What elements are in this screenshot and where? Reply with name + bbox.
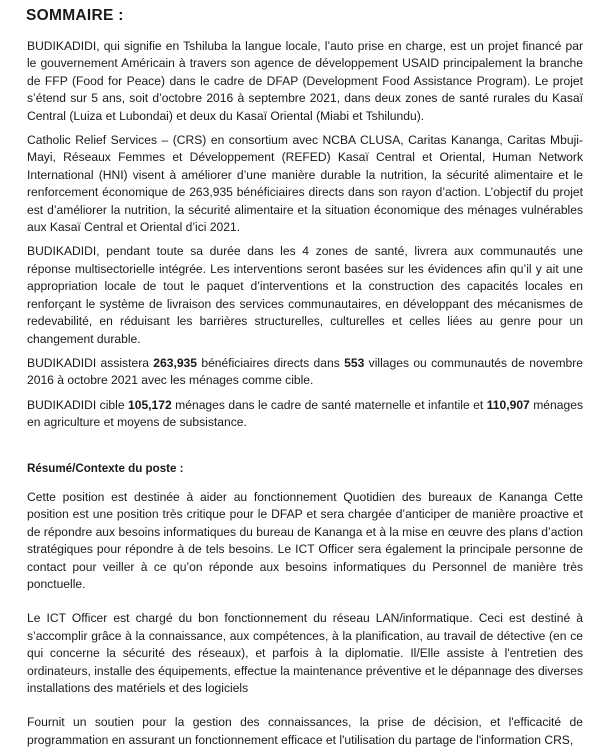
p4-text-a: BUDIKADIDI assistera <box>27 355 154 370</box>
p5-text-a: BUDIKADIDI cible <box>27 397 128 412</box>
summary-paragraph-1: BUDIKADIDI, qui signifie en Tshiluba la langue locale, l’auto prise en charge, est un projet financé par le gouvernement Américain à travers son agence de développement USAID principalement la branche de FFP (Food for Peace) dans le cadre de DFAP (Development Food Assistance Program). Le projet s’étend sur 5 ans, soit d’octobre 2016 à septembre 2021, dans deux zones de santé rurales du Kasaï Central (Luiza et Lubondai) et deux du Kasaï Oriental (Miabi et Tshilundu). <box>27 39 583 123</box>
p4-text-e: villages ou communautés de novembre 2016 à octobre 2021 avec les ménages comme cible. <box>27 355 583 388</box>
agriculture-households-count: 110,907 <box>486 397 530 412</box>
summary-paragraph-5 <box>27 397 583 432</box>
p5-text-c: ménages dans le cadre de santé maternelle et infantile et <box>171 397 487 412</box>
context-paragraph-2: Le ICT Officer est chargé du bon fonctionnement du réseau LAN/informatique. Ceci est destiné à s’accomplir grâce à la connaissance, aux compétences, à la planification, au travail de détective (en ce qui concerne la sécurité des réseaux), et parfois à la diplomatie. Il/Elle assiste à l'entretien des ordinateurs, installe des équipements, effectue la maintenance préventive et le dépannage des diverses installations des matériels et des logiciels <box>27 611 583 696</box>
p5-text-e: ménages en agriculture et moyens de subsistance. <box>27 397 583 430</box>
summary-heading: SOMMAIRE : <box>26 7 124 24</box>
beneficiaries-count: 263,935 <box>153 355 198 370</box>
villages-count: 553 <box>344 355 365 370</box>
context-heading: Résumé/Contexte du poste : <box>27 462 184 475</box>
summary-paragraph-4 <box>27 355 583 390</box>
maternal-households-count: 105,172 <box>128 397 172 412</box>
summary-section <box>27 38 583 439</box>
context-paragraph-1: Cette position est destinée à aider au fonctionnement Quotidien des bureaux de Kananga Cette position est une position très critique pour le DFAP et sera chargée d’anticiper de manière proactive et de répondre aux besoins informatiques du bureau de Kananga et à la mise en œuvre des plans d’action stratégiques pour répondre à de tels besoins. Le ICT Officer sera également la principale personne de contact pour veiller à ce qu’on réponde aux besoins informatiques du Personnel de manière très ponctuelle. <box>27 490 583 592</box>
context-paragraph-3: Fournit un soutien pour la gestion des connaissances, la prise de décision, et l'efficacité de programmation en assurant un fonctionnement efficace et l'utilisation du partage de l'information CRS, <box>27 715 583 747</box>
context-section <box>27 489 583 756</box>
summary-paragraph-3: BUDIKADIDI, pendant toute sa durée dans les 4 zones de santé, livrera aux communautés une réponse multisectorielle intégrée. Les interventions seront basées sur les évidences afin qu’il y ait une appropriation locale de tout le paquet d’interventions et la construction des capacités locales en renforçant le système de livraison des services communautaires, en développant des mécanismes de redevabilité, en réduisant les barrières structurelles, culturelles et celles liées au genre pour un changement durable. <box>27 244 583 346</box>
p4-text-c: bénéficiaires directs dans <box>197 355 345 370</box>
summary-paragraph-2: Catholic Relief Services – (CRS) en consortium avec NCBA CLUSA, Caritas Kananga, Caritas Mbuji-Mayi, Réseaux Femmes et Développement (REFED) Kasaï Central et Oriental, Human Network International (HNI) visent à améliorer d’une manière durable la nutrition, la sécurité alimentaire et le renforcement économique de 263,935 bénéficiaires directs dans son rayon d’action. L’objectif du projet est d’améliorer la nutrition, la sécurité alimentaire et la situation économique des ménages vulnérables aux Kasaï Central et Oriental d’ici 2021. <box>27 133 583 235</box>
